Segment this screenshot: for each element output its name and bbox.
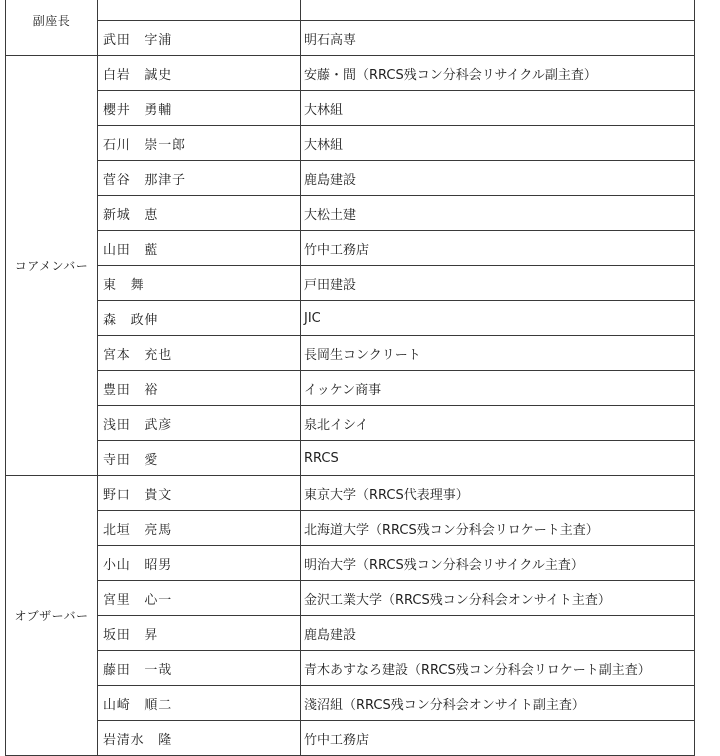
member-name: 武田 字浦 xyxy=(98,21,301,56)
table-row xyxy=(6,406,695,441)
member-table-body xyxy=(6,0,695,756)
table-row xyxy=(6,91,695,126)
member-organization: 泉北イシイ xyxy=(301,406,695,441)
member-organization: 大林組 xyxy=(301,126,695,161)
table-row xyxy=(6,161,695,196)
member-name: 石川 崇一郎 xyxy=(98,126,301,161)
member-name: 山田 藍 xyxy=(98,231,301,266)
member-name: 野口 貴文 xyxy=(98,476,301,511)
member-table xyxy=(5,0,695,756)
member-name: 北垣 亮馬 xyxy=(98,511,301,546)
member-organization: 大松土建 xyxy=(301,196,695,231)
member-name: 山崎 順二 xyxy=(98,686,301,721)
table-row xyxy=(6,56,695,91)
member-organization: イッケン商事 xyxy=(301,371,695,406)
member-name: 豊田 裕 xyxy=(98,371,301,406)
table-row xyxy=(6,476,695,511)
member-name: 寺田 愛 xyxy=(98,441,301,476)
member-name: 宮里 心一 xyxy=(98,581,301,616)
member-organization: 明治大学（RRCS残コン分科会リサイクル主査） xyxy=(301,546,695,581)
member-organization: 安藤・間（RRCS残コン分科会リサイクル副主査） xyxy=(301,56,695,91)
group-label: コアメンバー xyxy=(6,56,98,476)
member-organization: 明石高専 xyxy=(301,21,695,56)
member-organization: 北海道大学（RRCS残コン分科会リロケート主査） xyxy=(301,511,695,546)
member-organization: 東京大学（RRCS代表理事） xyxy=(301,476,695,511)
member-organization: 竹中工務店 xyxy=(301,231,695,266)
table-row xyxy=(6,0,695,21)
member-name: 浅田 武彦 xyxy=(98,406,301,441)
member-organization: 長岡生コンクリート xyxy=(301,336,695,371)
member-name: 宮本 充也 xyxy=(98,336,301,371)
member-name: 岩清水 隆 xyxy=(98,721,301,756)
member-organization: 戸田建設 xyxy=(301,266,695,301)
table-row xyxy=(6,371,695,406)
table-row xyxy=(6,336,695,371)
table-row xyxy=(6,266,695,301)
table-row xyxy=(6,126,695,161)
table-row xyxy=(6,546,695,581)
group-label: 副座長 xyxy=(6,0,98,56)
table-row xyxy=(6,301,695,336)
table-row xyxy=(6,196,695,231)
member-organization: RRCS xyxy=(301,441,695,476)
table-row xyxy=(6,581,695,616)
table-row xyxy=(6,651,695,686)
member-name xyxy=(98,0,301,21)
table-row xyxy=(6,616,695,651)
table-row xyxy=(6,511,695,546)
member-name: 東 舞 xyxy=(98,266,301,301)
table-row xyxy=(6,21,695,56)
member-organization: 大林組 xyxy=(301,91,695,126)
member-name: 菅谷 那津子 xyxy=(98,161,301,196)
member-organization: 淺沼組（RRCS残コン分科会オンサイト副主査） xyxy=(301,686,695,721)
member-name: 小山 昭男 xyxy=(98,546,301,581)
member-organization: 金沢工業大学（RRCS残コン分科会オンサイト主査） xyxy=(301,581,695,616)
member-name: 櫻井 勇輔 xyxy=(98,91,301,126)
member-name: 坂田 昇 xyxy=(98,616,301,651)
group-label: オブザーバー xyxy=(6,476,98,756)
member-organization: 竹中工務店 xyxy=(301,721,695,756)
member-name: 新城 恵 xyxy=(98,196,301,231)
member-organization xyxy=(301,0,695,21)
table-row xyxy=(6,721,695,756)
member-organization: 鹿島建設 xyxy=(301,161,695,196)
table-row xyxy=(6,686,695,721)
member-name: 森 政伸 xyxy=(98,301,301,336)
table-row xyxy=(6,441,695,476)
member-organization: 鹿島建設 xyxy=(301,616,695,651)
member-organization: JIC xyxy=(301,301,695,336)
member-name: 白岩 誠史 xyxy=(98,56,301,91)
member-organization: 青木あすなろ建設（RRCS残コン分科会リロケート副主査） xyxy=(301,651,695,686)
member-name: 藤田 一哉 xyxy=(98,651,301,686)
table-row xyxy=(6,231,695,266)
